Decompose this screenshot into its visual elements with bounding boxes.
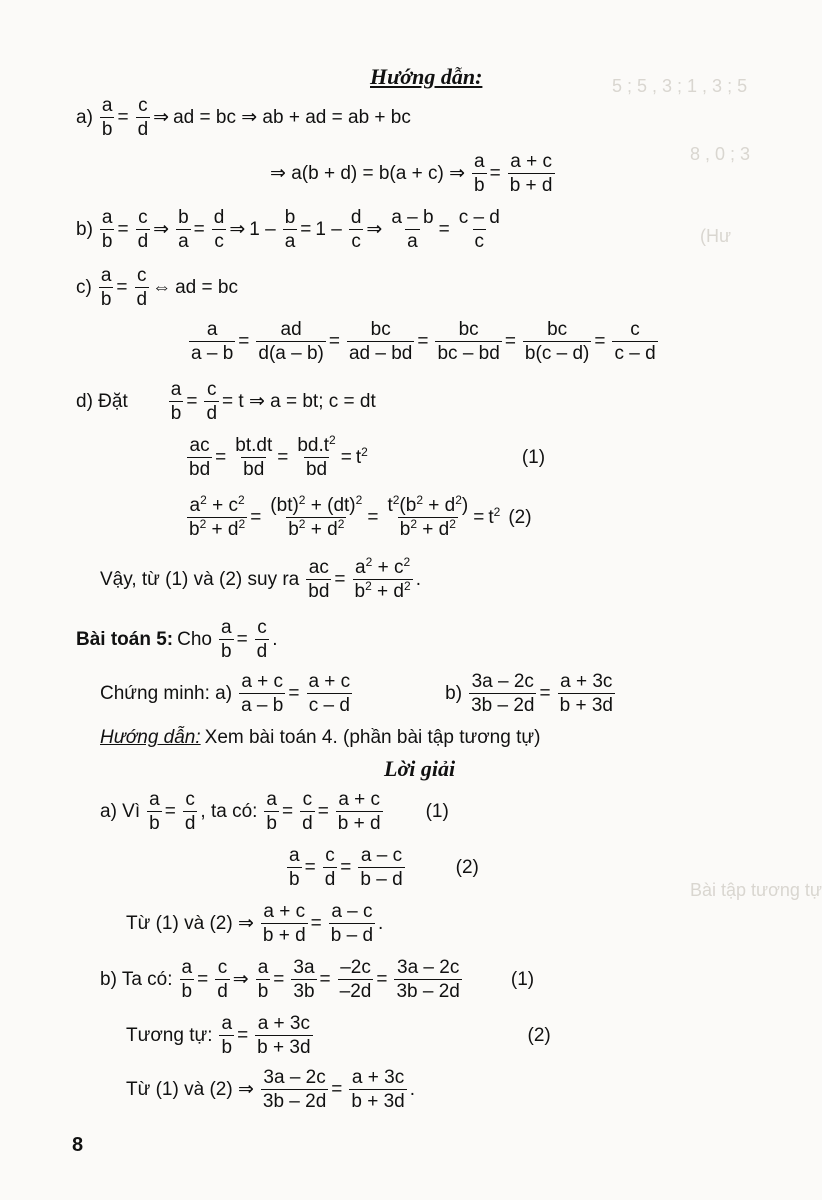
part-d-line-3: $\frac{a^2 + c^2}{b^2 + d^2}$ = $\frac{(bt)^2 + (dt)^2}{b^2 + d^2}$ = $\frac{t^2(b^2 + d^2)}{b^2 + d^2}$ = $t^2$ (2) [189,493,532,540]
solution-a-line-1: a) Vì $\frac{a}{b}$ = $\frac{c}{d}$ , ta có: $\frac{a}{b}$ = $\frac{c}{d}$ = $\frac{a + c}{b + d}$ (1) [100,789,449,834]
bleed-text: 5 ; 5 , 3 ; 1 , 3 ; 5 [612,76,748,96]
part-a-line-1: a) $\frac{a}{b}$ = $\frac{c}{d}$ ⇒ ad = bc ⇒ ab + ad = ab + bc [76,95,411,140]
heading-loi-giai: Lời giải [384,756,456,781]
solution-b-line-1: b) Ta có: $\frac{a}{b}$ = $\frac{c}{d}$ ⇒ $\frac{a}{b}$ = $\frac{3a}{3b}$ = $\frac{-2c}{-2d}$ = $\frac{3a - 2c}{3b - 2d}$ (1) [100,957,535,1002]
bleed-text: Bài tập tương tự [690,880,822,900]
part-d-line-1: d) Đặt $\frac{a}{b}$ = $\frac{c}{d}$ = t ⇒ a = bt; c = dt [76,379,376,424]
solution-a-conclusion: Từ (1) và (2) ⇒ $\frac{a + c}{b + d}$ = $\frac{a - c}{b - d}$ . [126,901,384,946]
heading-huong-dan: Hướng dẫn: [370,64,483,89]
bai-toan-5-statement: Chứng minh: a) $\frac{a + c}{a - b}$ = $\frac{a + c}{c - d}$ b) $\frac{3a - 2c}{3b - 2d}$ = $\frac{a + 3c}{b + 3d}$ [100,671,613,716]
solution-b-conclusion: Từ (1) và (2) ⇒ $\frac{3a - 2c}{3b - 2d}$ = $\frac{a + 3c}{b + 3d}$ . [126,1067,416,1112]
page-number: 8 [72,1134,84,1156]
part-c-line-1: c) $\frac{a}{b}$ = $\frac{c}{d}$ ⇔ ad = bc [76,265,238,310]
part-d-line-2: $\frac{ac}{bd}$ = $\frac{bt.dt}{bd}$ = $\frac{bd.t^2}{bd}$ = $t^2$ (1) [189,433,546,480]
solution-b-line-2: Tương tự: $\frac{a}{b}$ = $\frac{a + 3c}{b + 3d}$ (2) [126,1013,551,1058]
bleed-text: (Hư [700,226,732,246]
part-a-line-2: ⇒ a(b + d) = b(a + c) ⇒ $\frac{a}{b}$ = $\frac{a + c}{b + d}$ [270,151,553,196]
bai-toan-5-title: Bài toán 5: Cho $\frac{a}{b}$ = $\frac{c}{d}$ . [76,617,278,662]
bai-toan-5-hint: Hướng dẫn: Xem bài toán 4. (phần bài tập tương tự) [100,727,541,748]
part-c-line-2: $\frac{a}{a - b}$ = $\frac{ad}{d(a - b)}$ = $\frac{bc}{ad - bd}$ = $\frac{bc}{bc - bd}$ = $\frac{bc}{b(c - d)}$ = $\frac{c}{c - d}$ [191,319,656,364]
bleed-text: 8 , 0 ; 3 [690,144,751,164]
solution-a-line-2: $\frac{a}{b}$ = $\frac{c}{d}$ = $\frac{a - c}{b - d}$ (2) [289,845,479,890]
part-b-line: b) $\frac{a}{b}$ = $\frac{c}{d}$ ⇒ $\frac{b}{a}$ = $\frac{d}{c}$ ⇒ 1 – $\frac{b}{a}$ = 1 – d c ⇒ $\frac{a - b}{a}$ = $\frac{c - d}{c}$ [76,207,500,252]
part-d-conclusion: Vậy, từ (1) và (2) suy ra $\frac{ac}{bd}$ = $\frac{a^2 + c^2}{b^2 + d^2}$ . [100,555,421,602]
